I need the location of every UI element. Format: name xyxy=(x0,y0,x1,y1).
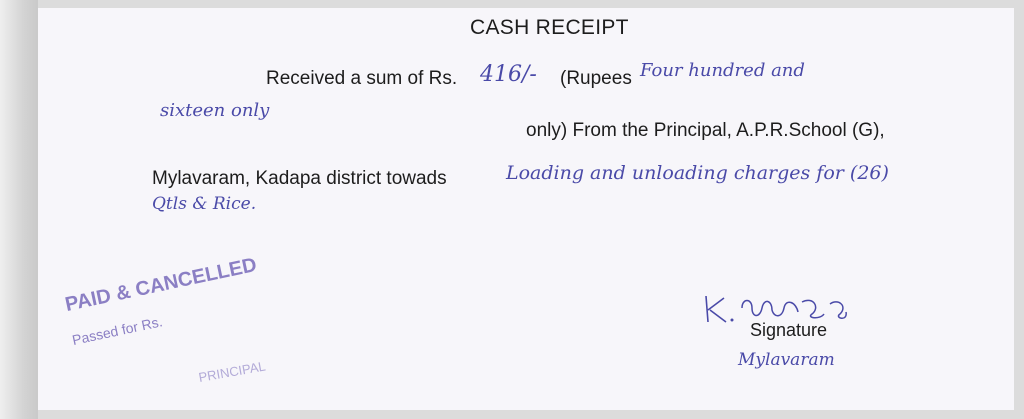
amount-handwritten: 416/- xyxy=(480,62,537,87)
stamp-principal: PRINCIPAL xyxy=(197,358,267,385)
stamp-passed-for: Passed for Rs. xyxy=(70,313,164,348)
stamp-paid-cancelled: PAID & CANCELLED xyxy=(63,253,259,317)
purpose-handwritten-1: Loading and unloading charges for (26) xyxy=(506,162,889,184)
paper-shadow-edge xyxy=(0,0,38,419)
rupees-label: (Rupees xyxy=(560,68,632,89)
purpose-handwritten-2: Qtls & Rice. xyxy=(152,194,257,214)
from-principal-line: only) From the Principal, A.P.R.School (G), xyxy=(526,120,885,141)
receipt-title: CASH RECEIPT xyxy=(470,16,629,39)
amount-words-handwritten-1: Four hundred and xyxy=(640,60,805,81)
paid-cancelled-stamp xyxy=(63,253,308,400)
signature-place-handwritten: Mylavaram xyxy=(738,350,835,370)
signature-label: Signature xyxy=(750,320,828,340)
district-line: Mylavaram, Kadapa district towads xyxy=(152,168,447,189)
amount-words-handwritten-2: sixteen only xyxy=(160,100,270,121)
received-sum-label: Received a sum of Rs. xyxy=(266,68,458,89)
